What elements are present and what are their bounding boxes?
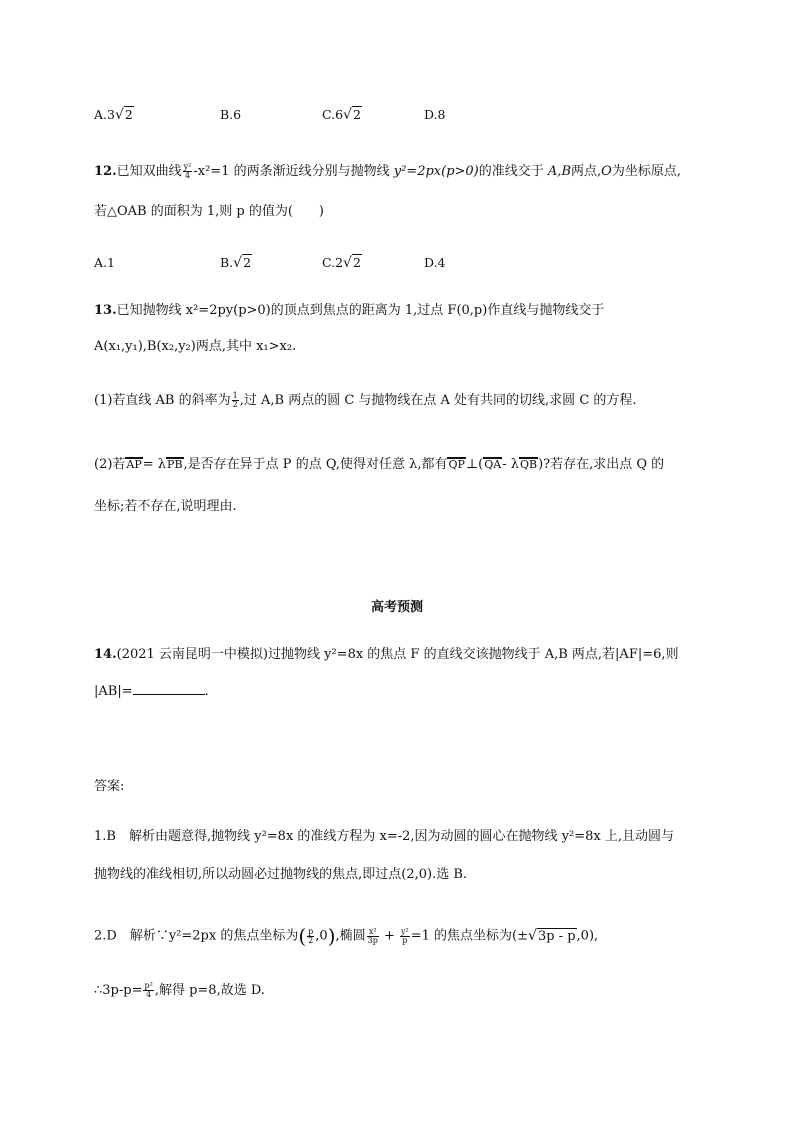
text: 已知抛物线 x²=2py(p>0)的顶点到焦点的距离为 1,过点 F(0,p)作直线与抛物线交于 xyxy=(116,303,605,318)
q13-part2-line2: 坐标;若不存在,说明理由. xyxy=(94,499,237,514)
q11-option-b xyxy=(220,106,241,124)
q12-line2: 若△OAB 的面积为 1,则 p 的值为( ) xyxy=(94,204,324,219)
paren: ( xyxy=(298,924,307,948)
text: 为坐标原点, xyxy=(611,164,681,179)
sqrt-expression: √2 xyxy=(233,255,252,271)
text: = λ xyxy=(142,457,167,472)
sqrt-expression: √3p - p xyxy=(528,927,576,944)
q12-line1 xyxy=(94,163,681,181)
option-label: D.8 xyxy=(424,107,446,122)
text: ,是否存在异于点 P 的点 Q,使得对任意 λ,都有 xyxy=(183,457,448,472)
q11-option-d xyxy=(424,106,446,124)
text: ⊥( xyxy=(465,457,484,472)
vector: AP xyxy=(126,458,142,471)
answer-2-line1 xyxy=(94,926,598,946)
option-label: C.6 xyxy=(322,107,344,122)
answer-blank xyxy=(133,682,205,695)
text: ,椭圆 xyxy=(335,928,366,944)
math: A,B xyxy=(547,164,571,179)
fraction: $\frac{\text{y²}}{p}$ xyxy=(401,926,409,945)
text: 的准线交于 xyxy=(478,164,544,179)
option-label: B. xyxy=(220,255,234,270)
q14-line2 xyxy=(94,682,209,701)
fraction: $\frac{\text{x²}}{3p}$ xyxy=(367,926,378,945)
q12-option-b xyxy=(220,254,252,272)
q13-line1 xyxy=(94,302,604,320)
vector: QB xyxy=(519,458,538,471)
text: (1)若直线 AB 的斜率为 xyxy=(94,393,231,408)
text: ∴3p-p= xyxy=(94,983,143,998)
sqrt-expression: √2 xyxy=(114,107,133,123)
text: 2.D 解析∵y²=2px 的焦点坐标为 xyxy=(94,928,299,944)
text: 两点, xyxy=(571,164,602,179)
q13-line2: A(x₁,y₁),B(x₂,y₂)两点,其中 x₁>x₂. xyxy=(94,339,297,354)
text: - λ xyxy=(502,457,519,472)
text: (2021 云南昆明一中模拟)过抛物线 y²=8x 的焦点 F 的直线交该抛物线于 A,B 两点,若|AF|=6,则 xyxy=(116,647,679,662)
q11-option-c xyxy=(322,106,362,124)
text: ,过 A,B 两点的圆 C 与抛物线在点 A 处有共同的切线,求圆 C 的方程. xyxy=(239,393,637,408)
q14-line1 xyxy=(94,646,679,664)
text: . xyxy=(204,684,209,699)
q13-part1 xyxy=(94,392,637,410)
text: ± xyxy=(517,928,529,944)
fraction: $\frac{p}{2}$ xyxy=(308,926,314,945)
fraction: $\frac{\text{p²}}{4}$ xyxy=(144,981,153,999)
q12-option-c xyxy=(322,254,362,272)
answers-label: 答案: xyxy=(94,779,125,794)
question-number: 14. xyxy=(94,647,117,662)
text: |AB|= xyxy=(94,684,133,699)
question-number: 13. xyxy=(94,303,117,318)
vector: QP xyxy=(448,458,465,471)
text: ,0 xyxy=(315,928,328,944)
math: O xyxy=(601,164,612,179)
q12-option-d xyxy=(424,254,446,272)
text: (2)若 xyxy=(94,457,126,472)
text: -x²=1 的两条渐近线分别与抛物线 xyxy=(193,164,390,179)
math: y²=2px(p>0) xyxy=(393,164,479,179)
fraction: $\frac{1}{2}$ xyxy=(232,391,238,409)
question-number: 12. xyxy=(94,164,117,179)
text: =1 的焦点坐标为( xyxy=(410,928,518,944)
option-label: D.4 xyxy=(424,255,446,270)
option-label: B.6 xyxy=(220,107,242,122)
q12-option-a xyxy=(94,254,115,272)
answer-1-line2: 抛物线的准线相切,所以动圆必过抛物线的焦点,即过点(2,0).选 B. xyxy=(94,867,468,882)
answer-1-line1: 1.B 解析由题意得,抛物线 y²=8x 的准线方程为 x=-2,因为动圆的圆心在抛物线 y²=8x 上,且动圆与 xyxy=(94,829,675,844)
text: )?若存在,求出点 Q 的 xyxy=(538,457,665,472)
option-label: A.1 xyxy=(94,255,115,270)
sqrt-expression: √2 xyxy=(343,107,361,123)
vector: QA xyxy=(484,458,502,471)
paren: ) xyxy=(327,924,336,948)
sqrt-expression: √2 xyxy=(343,255,361,271)
text: ,解得 p=8,故选 D. xyxy=(154,983,265,998)
q13-part2 xyxy=(94,456,664,474)
answer-2-line2 xyxy=(94,982,265,1000)
text: + xyxy=(379,928,400,944)
vector: PB xyxy=(167,458,183,471)
fraction: $\frac{\text{y²}}{4}$ xyxy=(183,162,192,180)
text: 已知双曲线 xyxy=(116,164,182,179)
q11-option-a xyxy=(94,106,134,124)
option-label: C.2 xyxy=(322,255,344,270)
text: ,0), xyxy=(576,928,599,944)
option-label: A.3 xyxy=(94,107,115,122)
section-title: 高考预测 xyxy=(370,600,423,615)
